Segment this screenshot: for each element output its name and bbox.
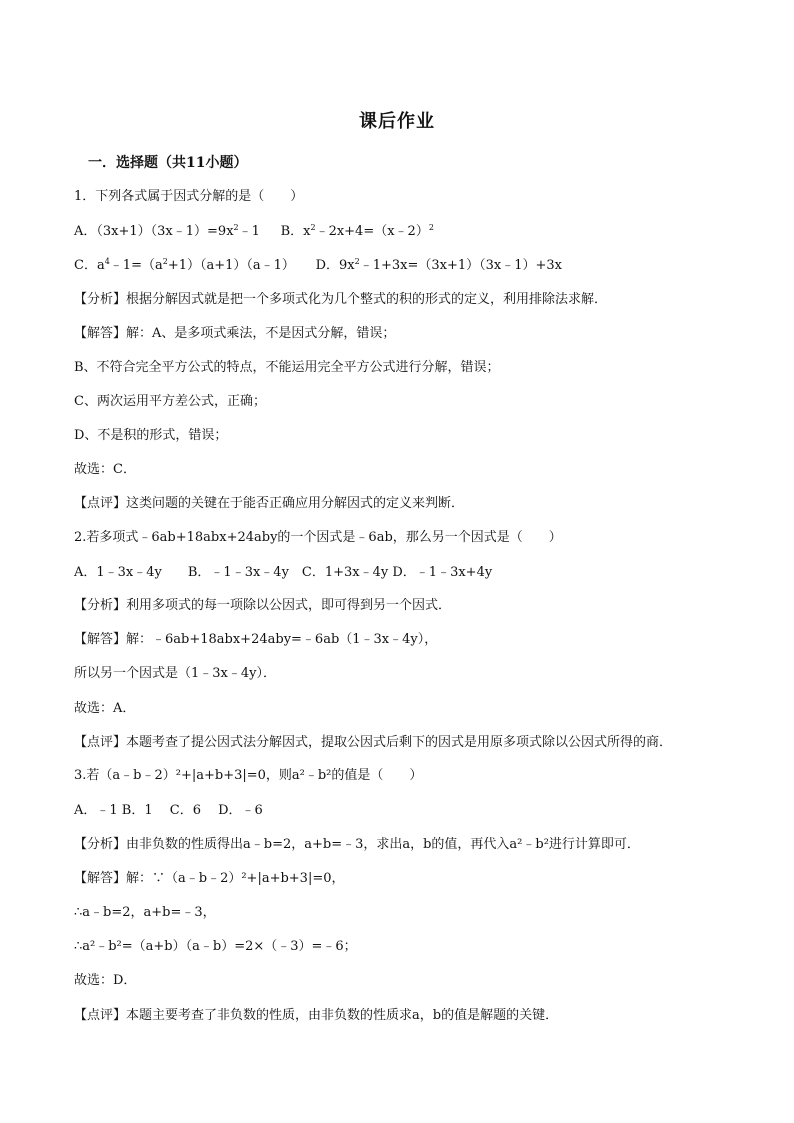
q2-choice: 故选：A． xyxy=(74,701,136,716)
q3-analysis: 【分析】由非负数的性质得出a﹣b=2，a+b=﹣3，求出a，b的值，再代入a²﹣b²进行计算即可． xyxy=(74,837,640,852)
q1-choice: 故选：C． xyxy=(74,462,136,477)
q1-options-ab xyxy=(74,224,434,240)
page-title: 课后作业 xyxy=(359,111,435,132)
q1-options-cd xyxy=(74,258,562,274)
q1-answer: 【解答】解：A、是多项式乘法，不是因式分解，错误； xyxy=(74,326,396,341)
q3-stem: 3.若（a﹣b﹣2）²+|a+b+3|=0，则a²﹣b²的值是（ ） xyxy=(74,768,423,783)
section-heading: 一．选择题（共11小题） xyxy=(88,155,248,171)
q1-analysis: 【分析】根据分解因式就是把一个多项式化为几个整式的积的形式的定义，利用排除法求解． xyxy=(74,292,608,307)
q2-comment: 【点评】本题考查了提公因式法分解因式，提取公因式后剩下的因式是用原多项式除以公因式所得的商． xyxy=(74,735,673,750)
q2-conclusion: 所以另一个因式是（1﹣3x﹣4y）． xyxy=(74,666,276,681)
q2-stem: 2.若多项式﹣6ab+18abx+24aby的一个因式是﹣6ab，那么另一个因式是（ ） xyxy=(74,530,562,545)
q3-choice: 故选：D． xyxy=(74,973,137,988)
q2-answer: 【解答】解：﹣6ab+18abx+24aby=﹣6ab（1﹣3x﹣4y）， xyxy=(74,632,438,647)
q1-comment: 【点评】这类问题的关键在于能否正确应用分解因式的定义来判断． xyxy=(74,496,465,511)
q3-comment: 【点评】本题主要考查了非负数的性质，由非负数的性质求a，b的值是解题的关键． xyxy=(74,1008,559,1023)
q1-option-d: D．$9x^2﹣1+3x=(3x+1)(3x﹣1)+3x$ xyxy=(315,257,563,273)
q2-analysis: 【分析】利用多项式的每一项除以公因式，即可得到另一个因式． xyxy=(74,598,452,613)
q3-options: A．﹣1 B．1 C．6 D．﹣6 xyxy=(74,803,263,818)
q3-answer: 【解答】解：∵（a﹣b﹣2）²+|a+b+3|=0， xyxy=(74,871,345,886)
q1-stem: 1．下列各式属于因式分解的是（ ） xyxy=(74,189,304,204)
q1-answer-b: B、不符合完全平方公式的特点，不能运用完全平方公式进行分解，错误； xyxy=(74,360,500,375)
q2-options: A．1﹣3x﹣4y B．﹣1﹣3x﹣4y C．1+3x﹣4y D．﹣1﹣3x+4y xyxy=(74,565,493,580)
q1-option-b: B．$x^2﹣2x+4=(x﹣2)^2$ xyxy=(280,223,434,239)
q1-option-a: A．$(3x+1)(3x﹣1)=9x^2﹣1$ xyxy=(74,223,260,239)
q1-option-c: C．$a^4﹣1=(a^2+1)(a+1)(a﹣1)$ xyxy=(74,257,295,273)
q3-step-2: ∴a²﹣b²=（a+b）（a﹣b）=2×（﹣3）=﹣6； xyxy=(74,939,357,954)
q1-answer-c: C、两次运用平方差公式，正确； xyxy=(74,394,266,409)
q3-step-1: ∴a﹣b=2，a+b=﹣3， xyxy=(74,905,216,920)
q1-answer-d: D、不是积的形式，错误； xyxy=(74,428,228,443)
